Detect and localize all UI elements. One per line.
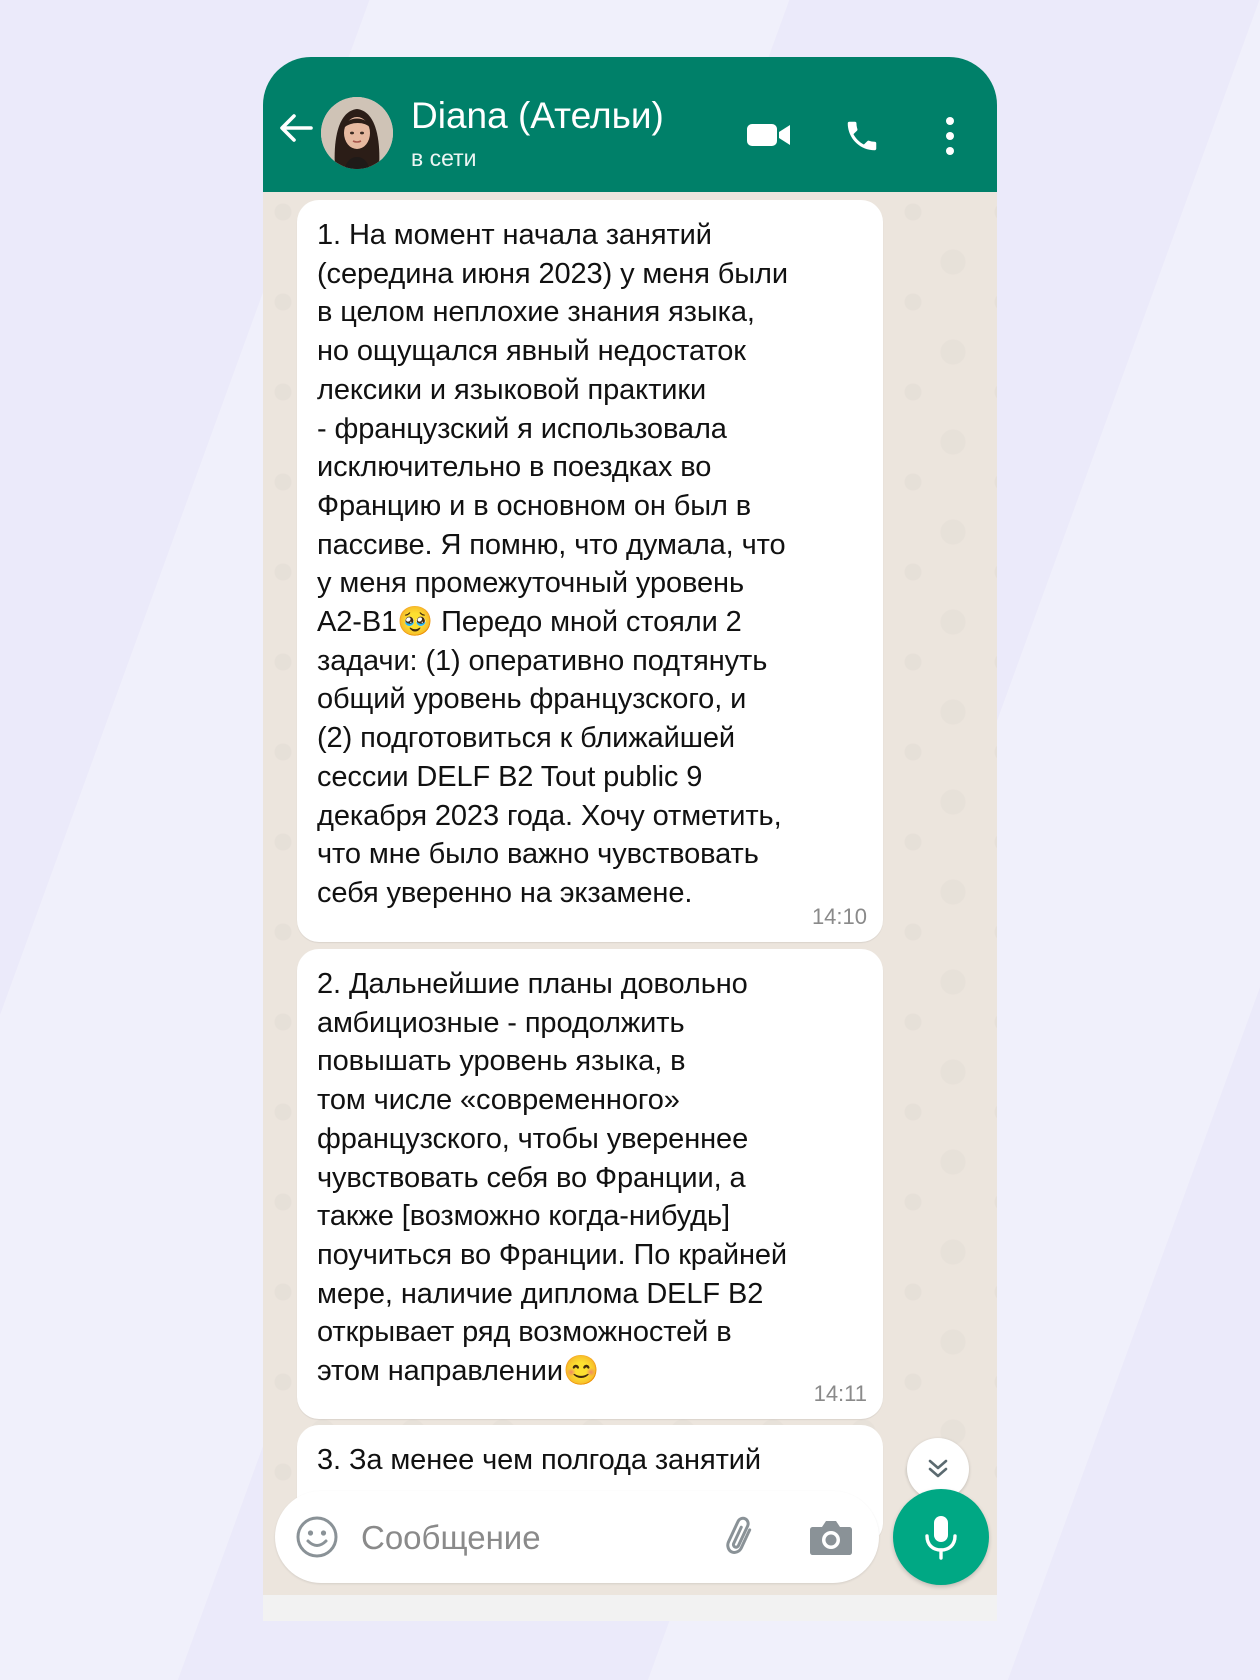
message-bubble[interactable]	[297, 200, 883, 942]
message-list[interactable]	[263, 192, 997, 1535]
message-input[interactable]	[359, 1509, 693, 1567]
phone-icon[interactable]	[843, 117, 881, 155]
message-text: 3. За менее чем полгода занятий	[317, 1444, 761, 1476]
message-bubble[interactable]	[297, 949, 883, 1419]
chat-header	[263, 57, 997, 192]
microphone-button[interactable]	[893, 1489, 989, 1585]
message-time: 14:10	[811, 904, 867, 929]
contact-status: в сети	[411, 145, 477, 171]
message-time: 14:11	[813, 1381, 867, 1406]
contact-name[interactable]: Diana (Ательи)	[411, 95, 664, 136]
arrow-left-icon[interactable]	[277, 109, 315, 147]
message-text: 1. На момент начала занятий (середина июня 2023) у меня были в целом неплохие знания языка, но ощущался явный недостаток лексики и языковой практики - французский я использовала исключительно в поездках во Францию и в основном он был в пассиве. Я помню, что думала, что у меня промежуточный уровень A2-B1🥹 Передо мной стояли 2 задачи: (1) оперативно подтянуть общий уровень французского, и (2) подготовиться к ближайшей сессии DELF B2 Tout public 9 декабря 2023 года. Хочу отметить, что мне было важно чувствовать себя уверенно на экзамене.	[317, 219, 788, 909]
double-chevron-down-icon	[924, 1455, 952, 1483]
avatar-photo	[321, 97, 393, 169]
chat-window	[263, 57, 997, 1621]
camera-icon[interactable]	[809, 1517, 853, 1557]
avatar[interactable]	[321, 97, 393, 169]
message-text: 2. Дальнейшие планы довольно амбициозные - продолжить повышать уровень языка, в том числе «современного» французского, чтобы увереннее чувствовать себя во Франции, а также [возможно когда-нибудь] поучиться во Франции. По крайней мере, наличие диплома DELF B2 открывает ряд возможностей в этом направлении😊	[317, 968, 787, 1388]
video-camera-icon[interactable]	[746, 119, 792, 151]
more-vertical-icon[interactable]	[943, 115, 957, 157]
paperclip-icon[interactable]	[719, 1515, 765, 1561]
composer-bar	[275, 1491, 879, 1583]
microphone-icon	[922, 1514, 960, 1560]
emoji-icon[interactable]	[295, 1515, 339, 1559]
system-navigation-bar	[263, 1595, 997, 1621]
